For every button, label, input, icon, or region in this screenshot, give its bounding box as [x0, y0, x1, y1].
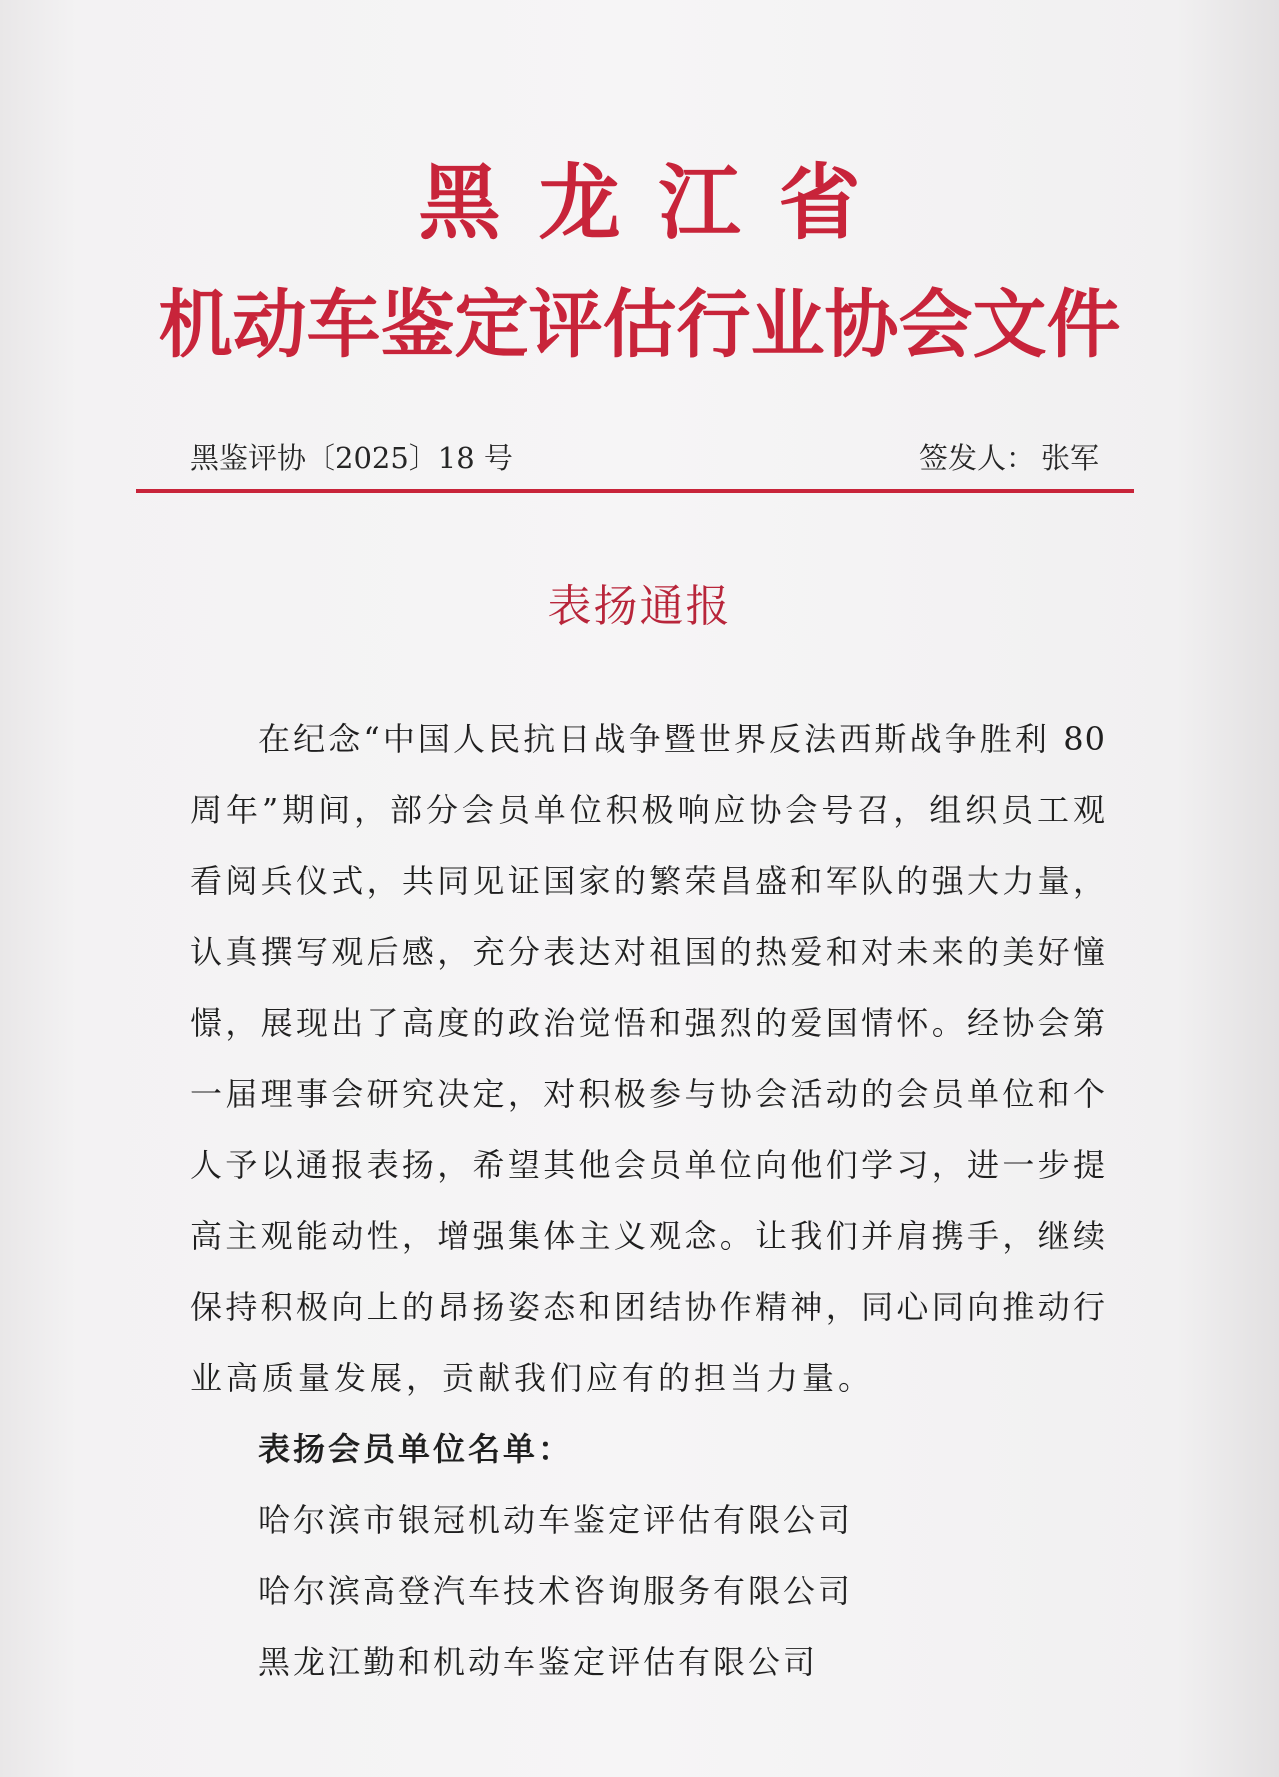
document-header-province: 黑龙江省 — [418, 156, 899, 251]
red-separator-line — [136, 489, 1134, 493]
issuer — [919, 436, 1099, 477]
body-line: 认真撰写观后感，充分表达对祖国的热爱和对未来的美好憧 — [190, 933, 1106, 971]
issuer-label: 签发人： — [918, 441, 1035, 475]
member-list-title: 表扬会员单位名单： — [258, 1430, 574, 1468]
member-list-item: 哈尔滨高登汽车技术咨询服务有限公司 — [258, 1572, 854, 1610]
body-line: 周年”期间，部分会员单位积极响应协会号召，组织员工观 — [190, 791, 1106, 829]
member-list-item: 哈尔滨市银冠机动车鉴定评估有限公司 — [258, 1501, 854, 1539]
issuer-name: 张军 — [1040, 441, 1099, 475]
document-header-association: 机动车鉴定评估行业协会文件 — [158, 282, 1121, 368]
notice-title: 表扬通报 — [547, 581, 732, 632]
body-line: 保持积极向上的昂扬姿态和团结协作精神，同心同向推动行 — [190, 1288, 1106, 1326]
body-line: 人予以通报表扬，希望其他会员单位向他们学习，进一步提 — [190, 1146, 1106, 1184]
body-line: 在纪念“中国人民抗日战争暨世界反法西斯战争胜利 80 — [258, 720, 1106, 758]
body-line: 业高质量发展，贡献我们应有的担当力量。 — [190, 1359, 875, 1397]
body-line: 看阅兵仪式，共同见证国家的繁荣昌盛和军队的强大力量， — [190, 862, 1106, 900]
notice-body — [190, 714, 1106, 1708]
document-meta-row — [190, 436, 1099, 476]
member-list-item: 黑龙江勤和机动车鉴定评估有限公司 — [258, 1643, 819, 1681]
body-line: 一届理事会研究决定，对积极参与协会活动的会员单位和个 — [190, 1075, 1106, 1113]
body-line: 憬，展现出了高度的政治觉悟和强烈的爱国情怀。经协会第 — [190, 1004, 1106, 1042]
document-number: 黑鉴评协〔2025〕18 号 — [190, 441, 513, 475]
body-line: 高主观能动性，增强集体主义观念。让我们并肩携手，继续 — [190, 1217, 1106, 1255]
